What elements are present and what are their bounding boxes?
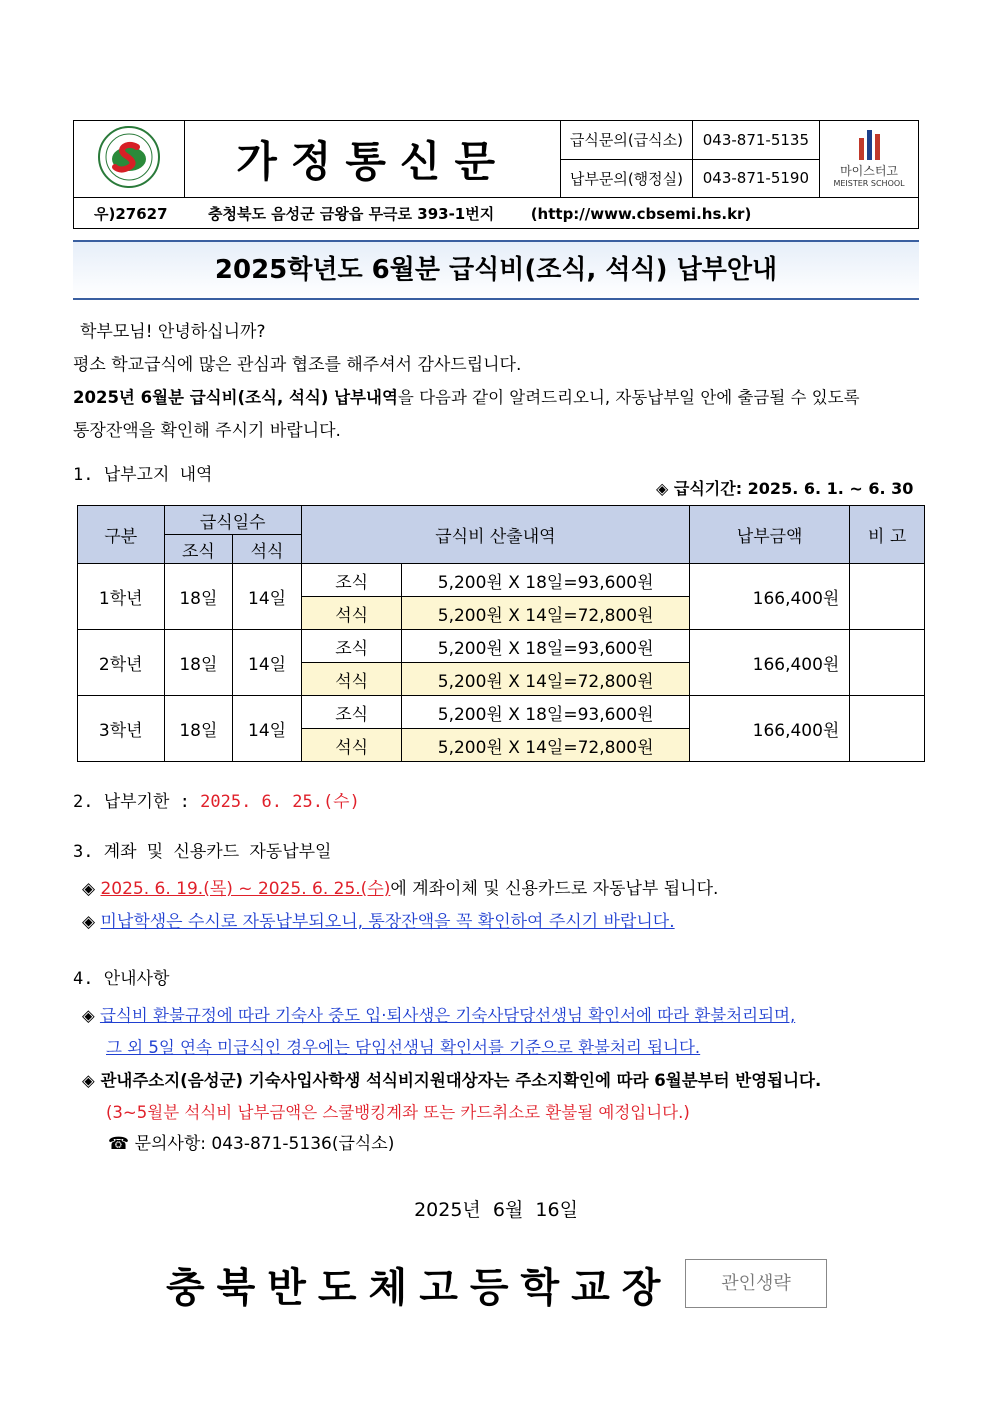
thanks-line: 평소 학교급식에 많은 관심과 협조를 해주셔서 감사드립니다.: [73, 355, 522, 375]
col-days: 급식일수: [164, 506, 301, 535]
meister-bars-icon: [820, 130, 918, 160]
section4-bullet-1: [82, 999, 795, 1032]
school-logo: [74, 121, 185, 198]
table-row: [78, 696, 925, 729]
diamond-bullet-icon: ◈: [82, 1006, 95, 1025]
meister-logo: [820, 121, 919, 198]
payment-inquiry-label: 납부문의(행정실): [561, 159, 692, 198]
payment-inquiry-number: 043-871-5190: [692, 159, 819, 198]
col-dinner-days: 석식: [233, 535, 302, 564]
meal-period: ◈ 급식기간: 2025. 6. 1. ~ 6. 30: [656, 479, 914, 498]
breakfast-days-cell: 18일: [164, 564, 233, 630]
meal-inquiry-number: 043-871-5135: [692, 121, 819, 160]
grade-cell: 3학년: [78, 696, 165, 762]
refund-rule-line-2-wrap: [106, 1031, 700, 1064]
section3-bullet-2: [82, 906, 675, 939]
contact-info: ☎ 문의사항: 043-871-5136(급식소): [108, 1134, 395, 1154]
meister-sub: MEISTER SCHOOL: [833, 179, 905, 188]
fee-table: [77, 505, 925, 762]
breakfast-days-cell: 18일: [164, 630, 233, 696]
autopay-rest: 에 계좌이체 및 신용카드로 자동납부 됩니다.: [390, 879, 719, 899]
header-table: [73, 120, 919, 229]
diamond-bullet-icon: ◈: [82, 912, 96, 932]
col-category: 구분: [78, 506, 165, 564]
col-amount: 납부금액: [689, 506, 849, 564]
greeting: 학부모님! 안녕하십니까?: [80, 322, 266, 342]
intro-line: [73, 382, 923, 414]
payment-deadline: 2025. 6. 25.(수): [200, 792, 360, 812]
grade-cell: 2학년: [78, 630, 165, 696]
breakfast-days-cell: 18일: [164, 696, 233, 762]
breakfast-calc: 5,200원 X 18일=93,600원: [402, 630, 690, 663]
postal-code: 우)27627: [94, 204, 168, 223]
col-note: 비 고: [850, 506, 925, 564]
autopay-dates: 2025. 6. 19.(목) ~ 2025. 6. 25.(수): [100, 879, 391, 899]
dinner-days-cell: 14일: [233, 696, 302, 762]
section4-title: 4. 안내사항: [73, 969, 170, 989]
note-cell: [850, 696, 925, 762]
intro-rest: 을 다음과 같이 알려드리오니, 자동납부일 안에 출금될 수 있도록: [397, 388, 860, 407]
dinner-label: 석식: [301, 663, 401, 696]
amount-cell: 166,400원: [689, 696, 849, 762]
address: 충청북도 음성군 금왕읍 무극로 393-1번지: [208, 204, 495, 223]
amount-cell: 166,400원: [689, 630, 849, 696]
meister-label: 마이스터고: [840, 164, 899, 178]
note-cell: [850, 564, 925, 630]
section3-bullet-1: [82, 873, 718, 906]
breakfast-calc: 5,200원 X 18일=93,600원: [402, 696, 690, 729]
dinner-calc: 5,200원 X 14일=72,800원: [402, 597, 690, 630]
intro-line-4: 통장잔액을 확인해 주시기 바랍니다.: [73, 421, 341, 441]
dinner-label: 석식: [301, 729, 401, 762]
section2: [73, 787, 360, 812]
dinner-label: 석식: [301, 597, 401, 630]
meal-inquiry-label: 급식문의(급식소): [561, 121, 692, 160]
refund-note: (3~5월분 석식비 납부금액은 스쿨뱅킹계좌 또는 카드취소로 환불될 예정입니다.): [106, 1103, 690, 1122]
diamond-bullet-icon: ◈: [82, 879, 96, 899]
refund-rule-line-1: 급식비 환불규정에 따라 기숙사 중도 입·퇴사생은 기숙사담당선생님 확인서에 따라 환불처리되며,: [99, 1006, 796, 1025]
section2-title: 2. 납부기한 :: [73, 792, 190, 812]
section4-bullet-2: [82, 1064, 821, 1097]
dinner-calc: 5,200원 X 14일=72,800원: [402, 729, 690, 762]
amount-cell: 166,400원: [689, 564, 849, 630]
issue-date: 2025년 6월 16일: [414, 1199, 578, 1221]
grade-cell: 1학년: [78, 564, 165, 630]
notice-banner: 2025학년도 6월분 급식비(조식, 석식) 납부안내: [73, 240, 919, 300]
diamond-bullet-icon: ◈: [82, 1071, 95, 1090]
table-row: [78, 564, 925, 597]
page-title: 가정통신문: [185, 121, 561, 198]
seal-omitted: 관인생략: [685, 1259, 827, 1308]
dinner-days-cell: 14일: [233, 564, 302, 630]
col-calc: 급식비 산출내역: [301, 506, 689, 564]
breakfast-calc: 5,200원 X 18일=93,600원: [402, 564, 690, 597]
address-row: [74, 198, 919, 229]
breakfast-label: 조식: [301, 564, 401, 597]
breakfast-label: 조식: [301, 630, 401, 663]
dinner-calc: 5,200원 X 14일=72,800원: [402, 663, 690, 696]
section3-title: 3. 계좌 및 신용카드 자동납부일: [73, 842, 332, 862]
intro-bold: 2025년 6월분 급식비(조식, 석식) 납부내역: [73, 388, 398, 407]
note-cell: [850, 630, 925, 696]
school-emblem-icon: [97, 125, 161, 189]
col-breakfast-days: 조식: [164, 535, 233, 564]
unpaid-notice: 미납학생은 수시로 자동납부되오니, 통장잔액을 꼭 확인하여 주시기 바랍니다.: [100, 912, 675, 932]
table-row: [78, 630, 925, 663]
dinner-days-cell: 14일: [233, 630, 302, 696]
breakfast-label: 조식: [301, 696, 401, 729]
school-url[interactable]: (http://www.cbsemi.hs.kr): [530, 204, 752, 223]
section1-title: 1. 납부고지 내역: [73, 465, 213, 485]
dinner-support-notice: 관내주소지(음성군) 기숙사입사학생 석식비지원대상자는 주소지확인에 따라 6월분부터 반영됩니다.: [100, 1071, 822, 1090]
refund-rule-line-2: 그 외 5일 연속 미급식인 경우에는 담임선생님 확인서를 기준으로 환불처리 됩니다.: [106, 1038, 701, 1057]
signature: 충북반도체고등학교장: [166, 1265, 673, 1311]
